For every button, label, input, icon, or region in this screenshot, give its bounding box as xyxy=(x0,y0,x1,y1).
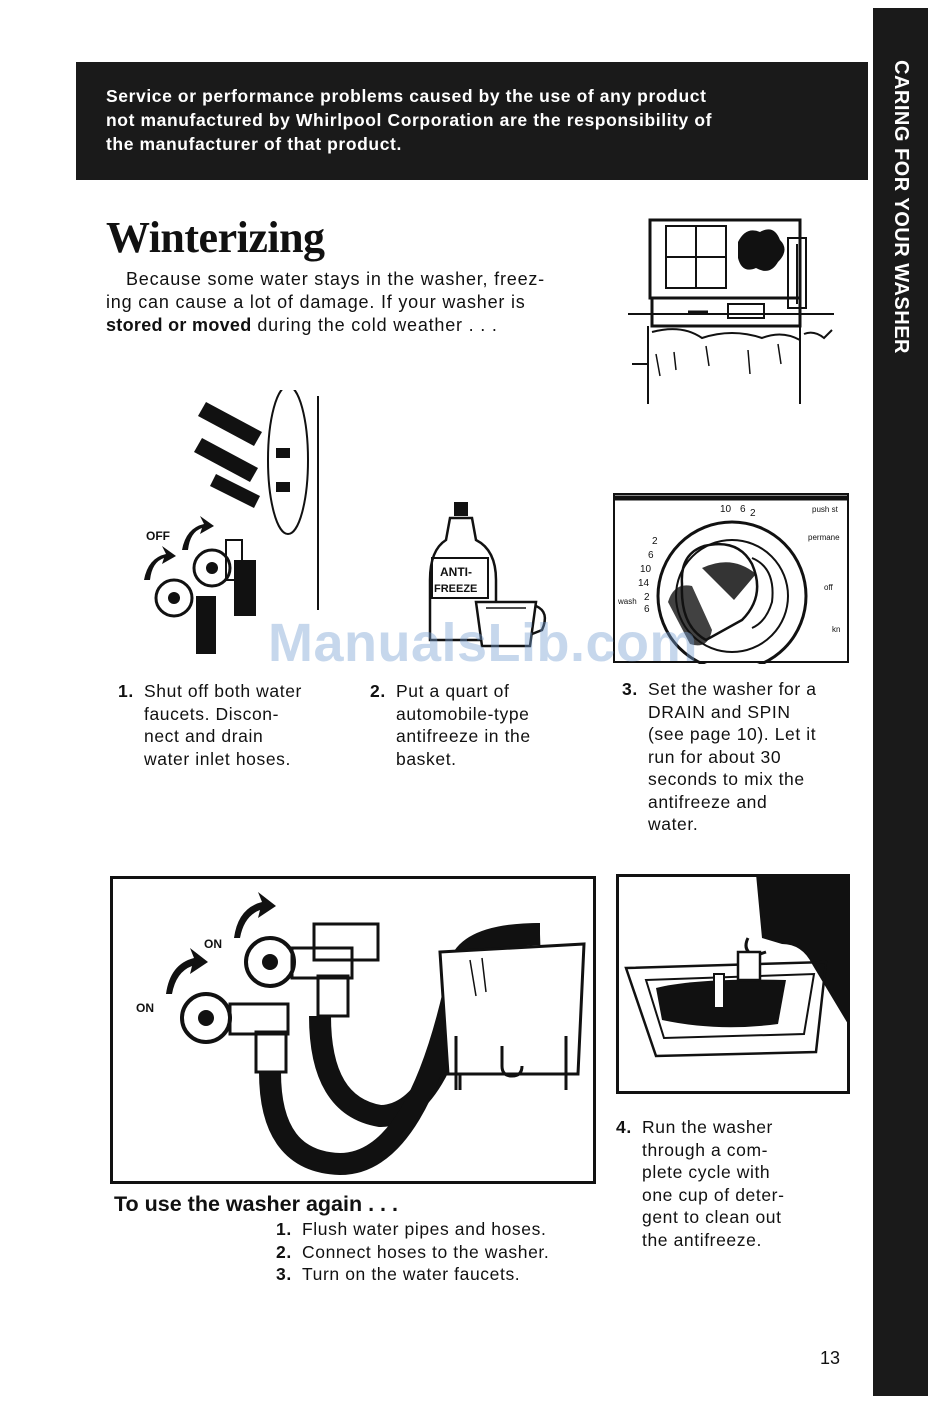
dial-number: 6 xyxy=(740,504,746,515)
step-2 xyxy=(370,680,610,770)
step-line: Put a quart of xyxy=(396,681,510,701)
dial-label: kn xyxy=(832,625,841,634)
intro-paragraph xyxy=(106,268,616,337)
cold-room-illustration xyxy=(628,214,834,406)
step-line: Run the washer xyxy=(642,1117,773,1137)
step-line: water. xyxy=(648,814,699,834)
dial-label: permane xyxy=(808,533,840,542)
step-line: antifreeze in the xyxy=(396,726,531,746)
intro-line: ing can cause a lot of damage. If your washer is xyxy=(106,292,526,312)
step-line: the antifreeze. xyxy=(642,1229,762,1250)
notice-line: Service or performance problems caused by the use of any product xyxy=(106,86,707,106)
step-line: Set the washer for a xyxy=(648,679,817,699)
step-line: basket. xyxy=(396,748,457,769)
dial-number: 2 xyxy=(652,536,658,547)
dial-number: 14 xyxy=(638,578,650,589)
step-line: nect and drain xyxy=(144,726,264,746)
dial-number: 6 xyxy=(648,550,654,561)
antifreeze-label: ANTI- xyxy=(440,565,472,579)
intro-line: stored or moved during the cold weather . . . xyxy=(106,315,498,335)
antifreeze-label: FREEZE xyxy=(434,583,478,595)
step-line: faucets. Discon- xyxy=(144,703,280,724)
side-tab xyxy=(873,8,928,1396)
watermark: ManualsLib.com xyxy=(268,613,699,673)
dial-number: 6 xyxy=(644,604,650,615)
faucets-on-illustration xyxy=(110,876,596,1184)
pour-antifreeze-illustration xyxy=(616,874,850,1094)
dial-label: off xyxy=(824,583,833,592)
step-line: gent to clean out xyxy=(642,1207,782,1227)
list-item: 2. Connect hoses to the washer. xyxy=(276,1241,550,1262)
step-line: Shut off both water xyxy=(144,681,302,701)
use-again-heading: To use the washer again . . . xyxy=(114,1192,398,1216)
intro-bold: stored or moved xyxy=(106,315,252,335)
step-4 xyxy=(616,1116,856,1251)
side-tab-label: CARING FOR YOUR WASHER xyxy=(890,60,912,354)
step-number: 1. xyxy=(118,681,134,701)
section-title: Winterizing xyxy=(106,213,325,262)
off-label: OFF xyxy=(146,529,170,543)
step-line: (see page 10). Let it xyxy=(648,724,817,744)
page-number: 13 xyxy=(820,1348,841,1368)
dial-number: 2 xyxy=(750,508,756,519)
notice-box xyxy=(76,62,868,180)
use-again-list xyxy=(276,1218,549,1286)
dial-number: 2 xyxy=(644,592,650,603)
step-line: one cup of deter- xyxy=(642,1184,785,1205)
intro-line: Because some water stays in the washer, freez- xyxy=(126,269,545,289)
step-line: antifreeze and xyxy=(648,791,768,812)
step-line: seconds to mix the xyxy=(648,769,805,789)
dial-label: wash xyxy=(618,597,637,606)
step-line: run for about 30 xyxy=(648,746,782,767)
step-1 xyxy=(118,680,358,770)
notice-line: the manufacturer of that product. xyxy=(106,134,402,154)
on-label: ON xyxy=(204,937,222,951)
step-line: through a com- xyxy=(642,1139,769,1160)
dial-label: push st xyxy=(812,505,838,514)
step-number: 4. xyxy=(616,1117,632,1137)
dial-number: 10 xyxy=(720,504,732,515)
list-item: 3. Turn on the water faucets. xyxy=(276,1264,521,1284)
step-number: 3. xyxy=(622,679,638,699)
step-3 xyxy=(622,678,862,836)
list-item: 1. Flush water pipes and hoses. xyxy=(276,1219,547,1239)
step-line: plete cycle with xyxy=(642,1162,771,1182)
on-label: ON xyxy=(136,1001,154,1015)
step-line: DRAIN and SPIN xyxy=(648,701,791,722)
notice-line: not manufactured by Whirlpool Corporation are the responsibility of xyxy=(106,110,713,130)
dial-number: 10 xyxy=(640,564,652,575)
step-number: 2. xyxy=(370,681,386,701)
step-line: automobile-type xyxy=(396,703,530,724)
step-line: water inlet hoses. xyxy=(144,748,291,769)
